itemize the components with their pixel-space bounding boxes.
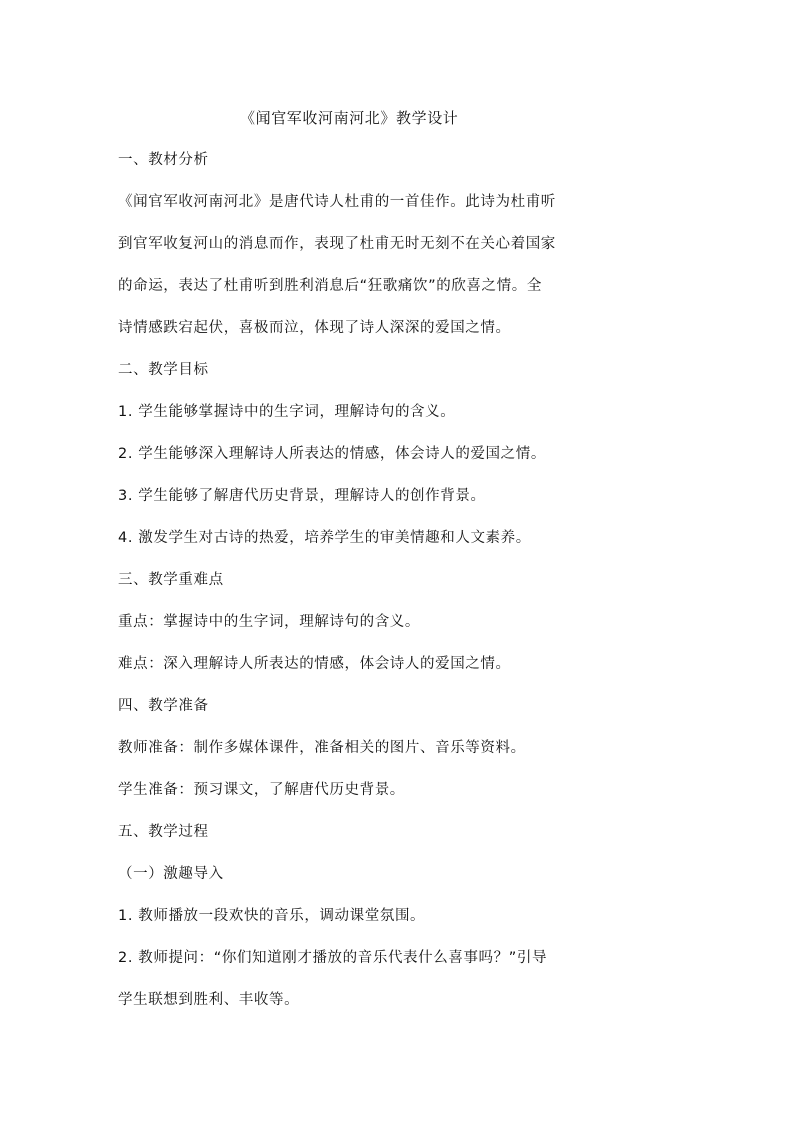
section-heading-key-difficult-points: 三、教学重难点 [118, 572, 224, 588]
process-item-2-line: 学生联想到胜利、丰收等。 [118, 992, 300, 1008]
section-heading-teaching-goals: 二、教学目标 [118, 362, 209, 378]
subsection-heading-introduction: （一）激趣导入 [118, 866, 224, 882]
goal-item-1: 1. 学生能够掌握诗中的生字词，理解诗句的含义。 [118, 404, 456, 420]
section-heading-teaching-process: 五、教学过程 [118, 824, 209, 840]
process-item-1: 1. 教师播放一段欢快的音乐，调动课堂氛围。 [118, 908, 426, 924]
section-heading-textbook-analysis: 一、教材分析 [118, 152, 209, 168]
goal-item-4: 4. 激发学生对古诗的热爱，培养学生的审美情趣和人文素养。 [118, 530, 531, 546]
process-item-2-line: 2. 教师提问：“你们知道刚才播放的音乐代表什么喜事吗？”引导 [118, 950, 548, 966]
key-point: 重点：掌握诗中的生字词，理解诗句的含义。 [118, 614, 420, 630]
analysis-paragraph-line: 的命运，表达了杜甫听到胜利消息后“狂歌痛饮”的欣喜之情。全 [118, 278, 542, 294]
analysis-paragraph-line: 到官军收复河山的消息而作，表现了杜甫无时无刻不在关心着国家 [118, 236, 556, 252]
analysis-paragraph-line: 诗情感跌宕起伏，喜极而泣，体现了诗人深深的爱国之情。 [118, 320, 511, 336]
teacher-preparation: 教师准备：制作多媒体课件，准备相关的图片、音乐等资料。 [118, 740, 526, 756]
difficult-point: 难点：深入理解诗人所表达的情感，体会诗人的爱国之情。 [118, 656, 511, 672]
student-preparation: 学生准备：预习课文，了解唐代历史背景。 [118, 782, 405, 798]
analysis-paragraph-line: 《闻官军收河南河北》是唐代诗人杜甫的一首佳作。此诗为杜甫听 [118, 194, 556, 210]
section-heading-teaching-preparation: 四、教学准备 [118, 698, 209, 714]
goal-item-3: 3. 学生能够了解唐代历史背景，理解诗人的创作背景。 [118, 488, 486, 504]
goal-item-2: 2. 学生能够深入理解诗人所表达的情感，体会诗人的爱国之情。 [118, 446, 546, 462]
document-title: 《闻官军收河南河北》教学设计 [240, 109, 459, 127]
